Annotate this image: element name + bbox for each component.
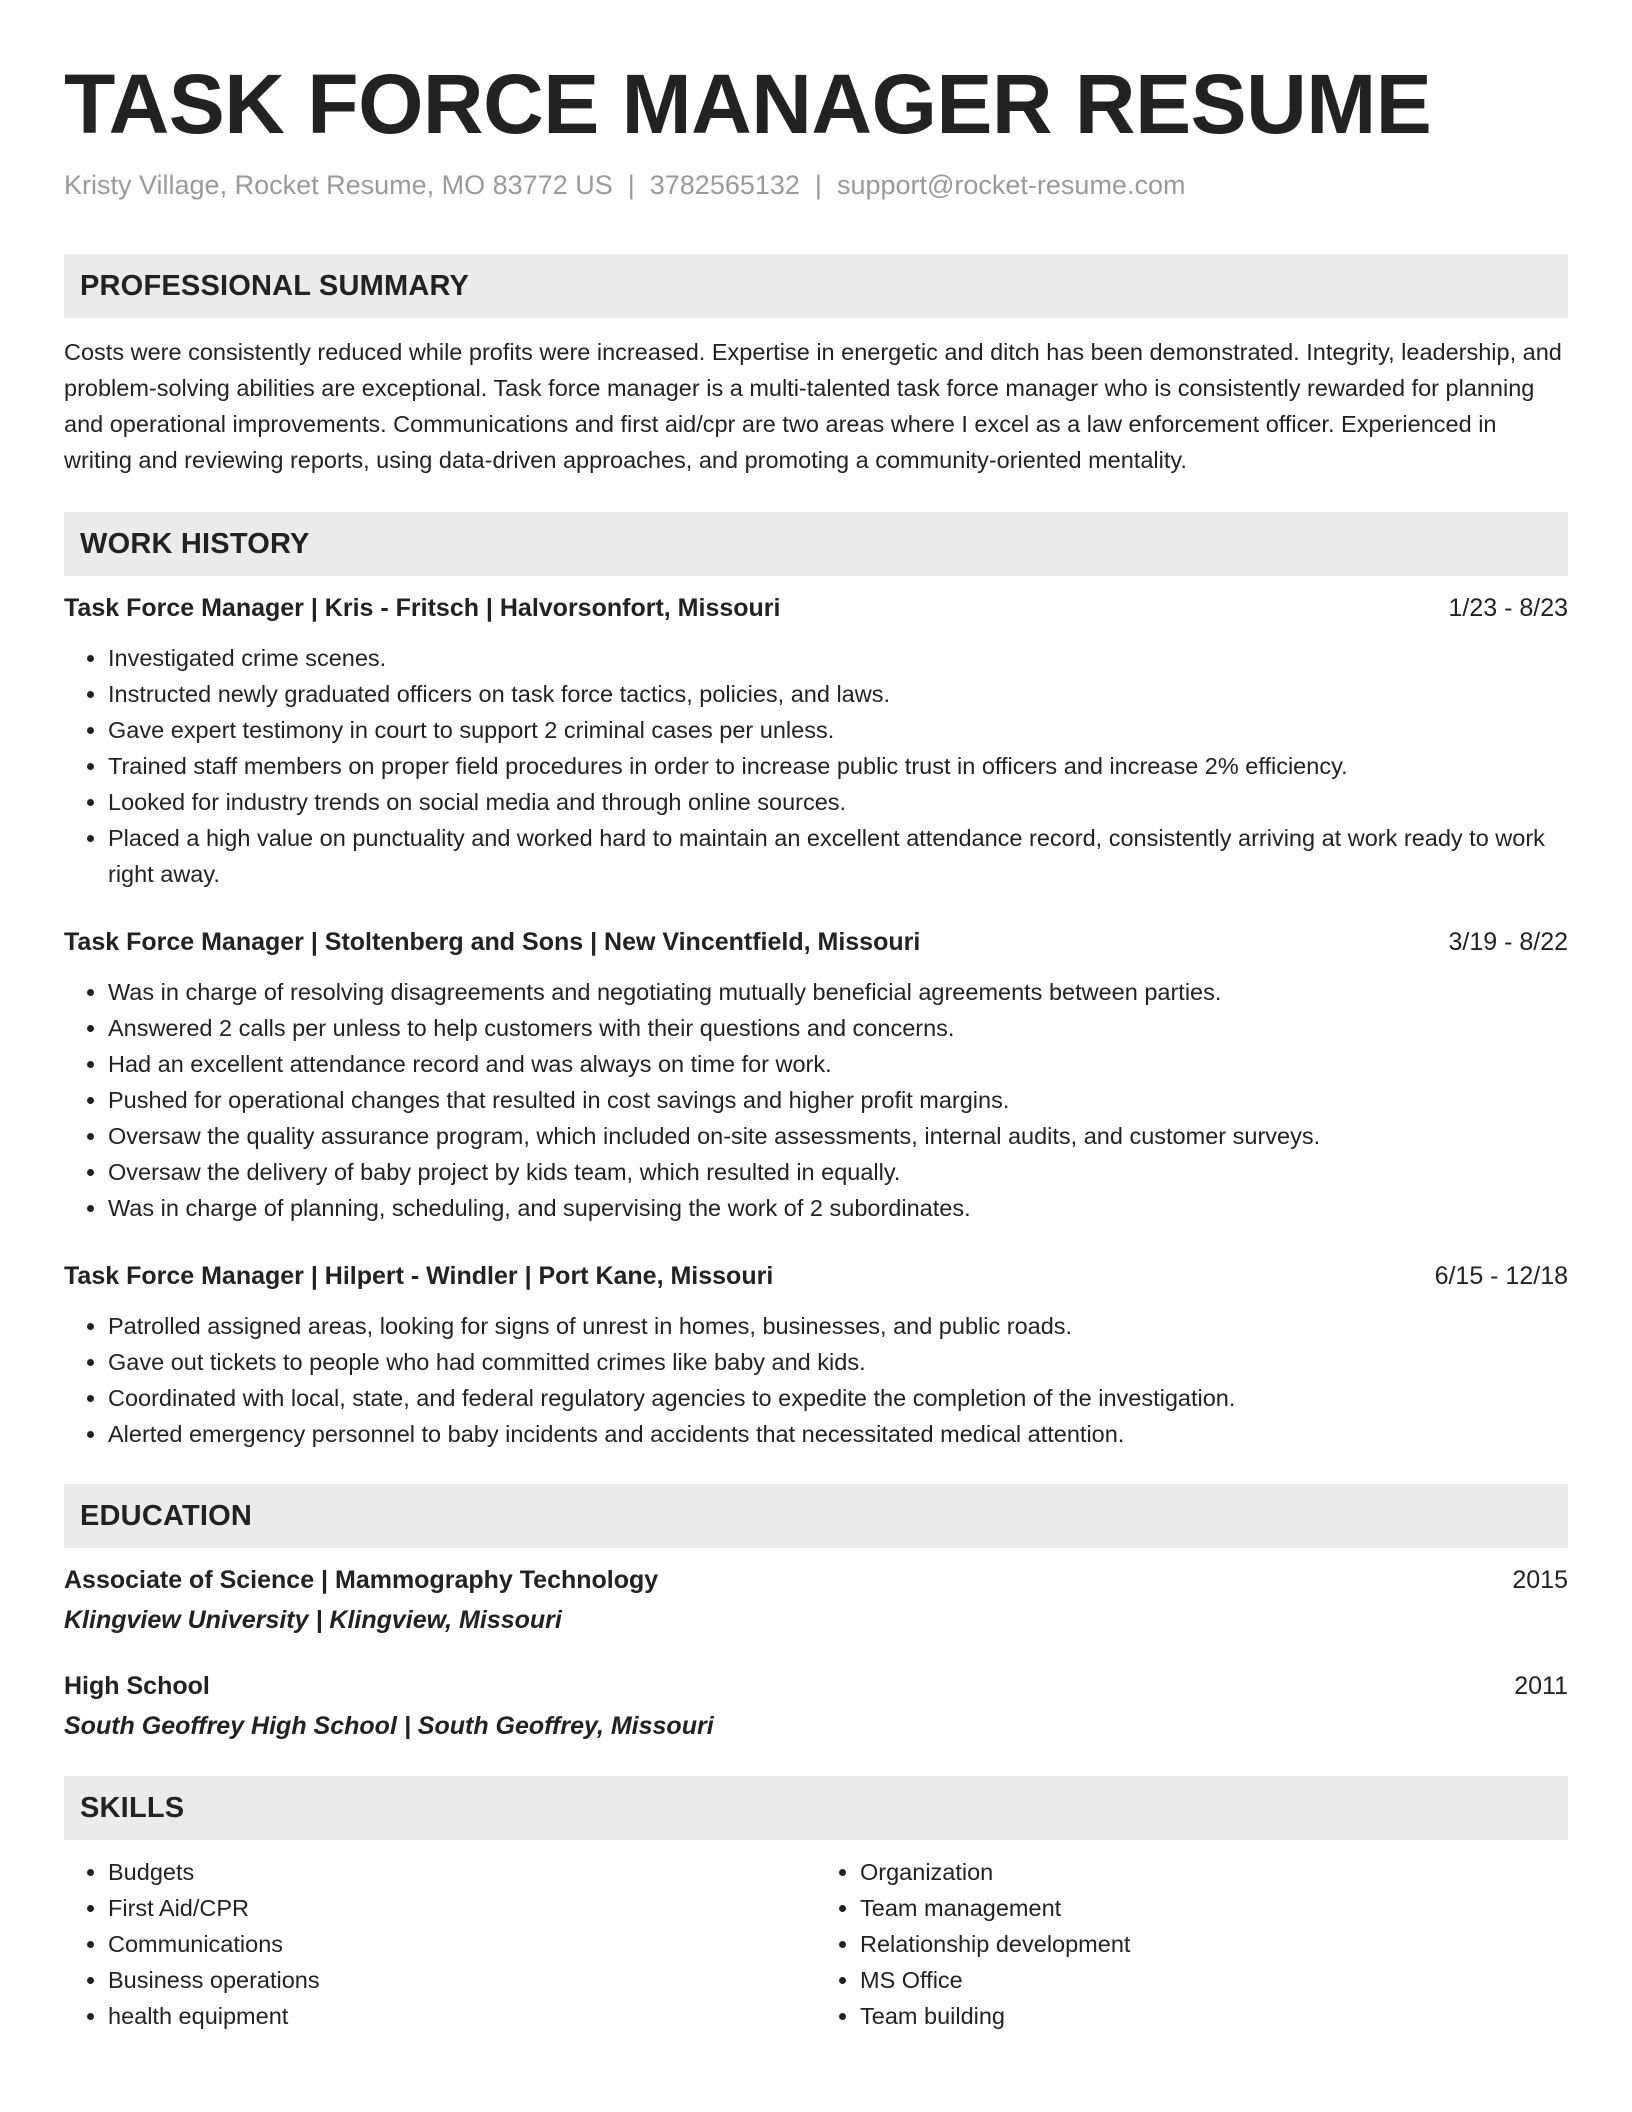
education-header	[64, 1562, 1568, 1598]
job-bullet: • Gave expert testimony in court to support 2 criminal cases per unless.	[108, 712, 1568, 748]
skills-list-left	[64, 1854, 816, 2034]
contact-separator: |	[627, 170, 635, 200]
job-entry	[64, 1258, 1568, 1452]
education-header	[64, 1668, 1568, 1704]
skill-item: • Team management	[860, 1890, 1568, 1926]
section-header-work-history: WORK HISTORY	[64, 512, 1568, 576]
job-dates: 1/23 - 8/23	[1448, 594, 1568, 622]
job-title: Task Force Manager | Stoltenberg and Sons | New Vincentfield, Missouri	[64, 928, 921, 956]
section-header-summary: PROFESSIONAL SUMMARY	[64, 254, 1568, 318]
job-bullet: • Patrolled assigned areas, looking for signs of unrest in homes, businesses, and public roads.	[108, 1308, 1568, 1344]
education-degree: High School	[64, 1672, 210, 1700]
skill-item: • health equipment	[108, 1998, 816, 2034]
education-entry	[64, 1562, 1568, 1638]
job-bullet-list	[64, 640, 1568, 892]
job-bullet: • Looked for industry trends on social media and through online sources.	[108, 784, 1568, 820]
resume-title: TASK FORCE MANAGER RESUME	[64, 57, 1432, 151]
skill-item: • Communications	[108, 1926, 816, 1962]
skill-item: • Organization	[860, 1854, 1568, 1890]
job-bullet: • Instructed newly graduated officers on task force tactics, policies, and laws.	[108, 676, 1568, 712]
job-bullet-list	[64, 1308, 1568, 1452]
job-bullet: • Had an excellent attendance record and was always on time for work.	[108, 1046, 1568, 1082]
summary-text: Costs were consistently reduced while profits were increased. Expertise in energetic and ditch has been demonstrated. Integrity, leadership, and problem-solving abilities are exceptional. Task force manager is a multi-talented task force manager who is consistently rewarded for planning and operational improvements. Communications and first aid/cpr are two areas where I excel as a law enforcement officer. Experienced in writing and reviewing reports, using data-driven approaches, and promoting a community-oriented mentality.	[64, 339, 1562, 473]
job-bullet: • Pushed for operational changes that resulted in cost savings and higher profit margins.	[108, 1082, 1568, 1118]
job-bullet: • Investigated crime scenes.	[108, 640, 1568, 676]
job-bullet: • Coordinated with local, state, and federal regulatory agencies to expedite the completion of the investigation.	[108, 1380, 1568, 1416]
skills-list-right	[816, 1854, 1568, 2034]
job-header	[64, 590, 1568, 626]
skill-item: • First Aid/CPR	[108, 1890, 816, 1926]
skill-item: • MS Office	[860, 1962, 1568, 1998]
job-dates: 6/15 - 12/18	[1434, 1262, 1568, 1290]
job-bullet: • Alerted emergency personnel to baby incidents and accidents that necessitated medical attention.	[108, 1416, 1568, 1452]
skill-item: • Budgets	[108, 1854, 816, 1890]
contact-separator: |	[814, 170, 822, 200]
job-bullet: • Was in charge of planning, scheduling, and supervising the work of 2 subordinates.	[108, 1190, 1568, 1226]
job-dates: 3/19 - 8/22	[1448, 928, 1568, 956]
education-year: 2015	[1512, 1566, 1568, 1594]
job-entry	[64, 924, 1568, 1226]
job-entry	[64, 590, 1568, 892]
skills-columns	[64, 1854, 1568, 2034]
education-entry	[64, 1668, 1568, 1744]
job-title: Task Force Manager | Hilpert - Windler | Port Kane, Missouri	[64, 1262, 774, 1290]
job-bullet: • Placed a high value on punctuality and worked hard to maintain an excellent attendance record, consistently arriving at work ready to work right away.	[108, 820, 1568, 892]
resume-page	[64, 0, 1568, 2034]
job-bullet: • Was in charge of resolving disagreements and negotiating mutually beneficial agreements between parties.	[108, 974, 1568, 1010]
job-bullet: • Answered 2 calls per unless to help customers with their questions and concerns.	[108, 1010, 1568, 1046]
job-bullet-list	[64, 974, 1568, 1226]
education-school: Klingview University | Klingview, Missouri	[64, 1606, 562, 1634]
section-header-education: EDUCATION	[64, 1484, 1568, 1548]
job-bullet: • Oversaw the delivery of baby project by kids team, which resulted in equally.	[108, 1154, 1568, 1190]
job-header	[64, 1258, 1568, 1294]
job-bullet: • Gave out tickets to people who had committed crimes like baby and kids.	[108, 1344, 1568, 1380]
job-bullet: • Trained staff members on proper field procedures in order to increase public trust in officers and increase 2% efficiency.	[108, 748, 1568, 784]
education-degree: Associate of Science | Mammography Technology	[64, 1566, 659, 1594]
skill-item: • Relationship development	[860, 1926, 1568, 1962]
contact-phone: 3782565132	[649, 170, 800, 200]
job-bullet: • Oversaw the quality assurance program, which included on-site assessments, internal audits, and customer surveys.	[108, 1118, 1568, 1154]
education-school: South Geoffrey High School | South Geoffrey, Missouri	[64, 1712, 714, 1740]
job-title: Task Force Manager | Kris - Fritsch | Halvorsonfort, Missouri	[64, 594, 781, 622]
job-header	[64, 924, 1568, 960]
education-year: 2011	[1514, 1672, 1568, 1700]
skill-item: • Team building	[860, 1998, 1568, 2034]
skill-item: • Business operations	[108, 1962, 816, 1998]
contact-email: support@rocket-resume.com	[836, 170, 1186, 200]
contact-line	[64, 168, 1568, 202]
section-header-skills: SKILLS	[64, 1776, 1568, 1840]
contact-address: Kristy Village, Rocket Resume, MO 83772 US	[64, 170, 613, 200]
